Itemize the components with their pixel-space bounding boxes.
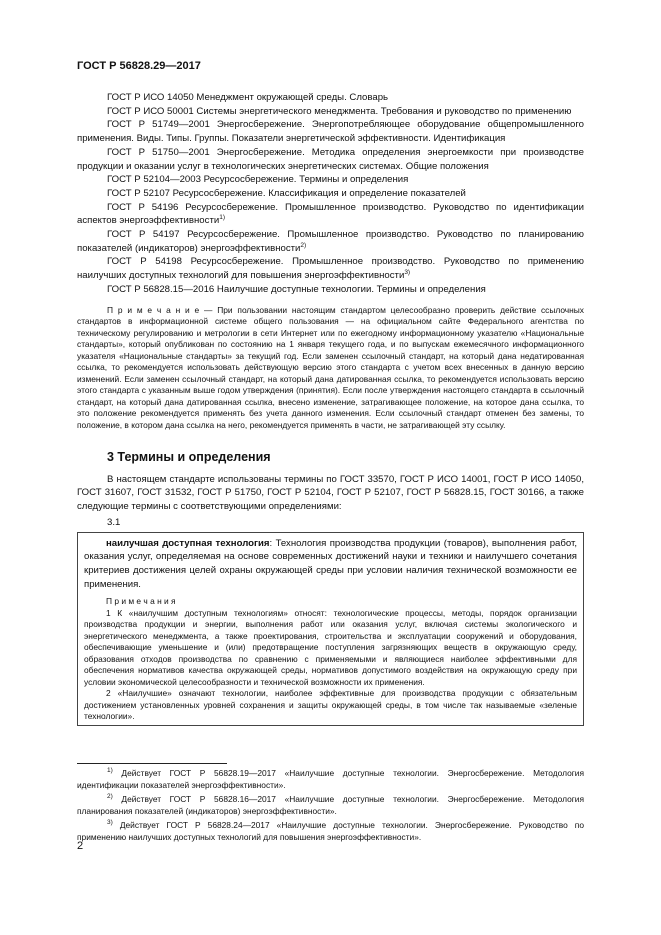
term-definition-box	[77, 532, 584, 726]
footnote-mark: 2)	[107, 793, 113, 801]
note-label: П р и м е ч а н и е —	[107, 304, 218, 315]
section-title: 3 Термины и определения	[107, 450, 271, 465]
reference-item: ГОСТ Р 51750—2001 Энергосбережение. Методика определения энергоемкости при производстве продукции и оказании услуг в технологических энергетических системах. Общие положения	[77, 146, 584, 172]
reference-item: ГОСТ Р 56828.15—2016 Наилучшие доступные технологии. Термины и определения	[107, 283, 486, 295]
footnote-mark: 1)	[107, 767, 113, 775]
footnote-mark: 3)	[107, 819, 113, 827]
reference-item: ГОСТ Р 52104—2003 Ресурсосбережение. Термины и определения	[107, 174, 409, 186]
footnote	[77, 768, 584, 791]
footnote	[77, 794, 584, 817]
definition-text: : Технология производства продукции (товаров), выполнения работ, оказания услуг, определяемая на основе современных достижений науки и техники и наилучшего сочетания критериев достижения целей охраны окружающей среды при условии наличия технической возможности ее применения.	[84, 537, 577, 590]
reference-item	[77, 201, 584, 228]
reference-text: ГОСТ Р 54198 Ресурсосбережение. Промышленное производство. Руководство по применению наилучших доступных технологий для повышения энергоэффективности	[77, 256, 584, 282]
reference-item: ГОСТ Р 52107 Ресурсосбережение. Классификация и определение показателей	[107, 187, 466, 199]
footnote-text: Действует ГОСТ Р 56828.19—2017 «Наилучшие доступные технологии. Энергосбережение. Методология идентификации показателей энергоэффективности».	[77, 768, 584, 790]
term-note: 2 «Наилучшие» означают технологии, наиболее эффективные для производства продукции с обязательным достижением установленных уровней сохранения и защиты окружающей среды, в том числе так называемые «зеленые технологии».	[84, 688, 577, 722]
page-header: ГОСТ Р 56828.29—2017	[77, 60, 201, 72]
term-definition	[84, 537, 577, 592]
references-note	[77, 305, 584, 432]
footnote-ref: 2)	[300, 241, 307, 249]
term-name: наилучшая доступная технология	[106, 537, 270, 549]
footnote	[77, 820, 584, 843]
reference-item	[77, 255, 584, 282]
footnote-ref: 3)	[404, 268, 411, 276]
term-note: 1 К «наилучшим доступным технологиям» относят: технологические процессы, методы, порядок организации производства продукции и энергии, выполнения работ или оказания услуг, включая системы экологического и энергетического менеджмента, а также проектирования, строительства и эксплуатации сооружений и оборудования, обеспечивающие уменьшение и (или) предотвращение поступления загрязняющих веществ в окружающую среду, образования отходов производства по сравнению с применяемыми и являющиеся наиболее эффективными для обеспечения нормативов качества окружающей среды, нормативов допустимого воздействия на окружающую среду при условии экономической целесообразности и технической возможности их применения.	[84, 607, 577, 687]
page-number: 2	[77, 840, 84, 852]
reference-text: ГОСТ Р 54197 Ресурсосбережение. Промышленное производство. Руководство по планированию показателей (индикаторов) энергоэффективности	[77, 229, 584, 254]
notes-heading: П р и м е ч а н и я	[106, 596, 176, 607]
footnotes	[77, 763, 584, 846]
term-number: 3.1	[107, 516, 121, 528]
reference-item: ГОСТ Р 51749—2001 Энергосбережение. Энергопотребляющее оборудование общепромышленного применения. Виды. Типы. Группы. Показатели энергетической эффективности. Идентификация	[77, 119, 584, 145]
reference-item: ГОСТ Р ИСО 14050 Менеджмент окружающей среды. Словарь	[107, 92, 389, 103]
reference-text: ГОСТ Р 54196 Ресурсосбережение. Промышленное производство. Руководство по идентификации аспектов энергоэффективности	[77, 201, 584, 227]
footnote-ref: 1)	[219, 214, 225, 222]
page-body	[77, 91, 584, 726]
reference-item	[77, 228, 584, 255]
footnote-text: Действует ГОСТ Р 56828.16—2017 «Наилучшие доступные технологии. Энергосбережение. Методология планирования показателей (индикаторов) энергоэффективности».	[77, 794, 584, 816]
section-intro: В настоящем стандарте использованы термины по ГОСТ 33570, ГОСТ Р ИСО 14001, ГОСТ Р ИСО 14050, ГОСТ 31607, ГОСТ 31532, ГОСТ Р 51750, ГОСТ Р 52104, ГОСТ Р 52107, ГОСТ Р 56828.15, ГОСТ 30166, а также следующие термины с соответствующими определениями:	[77, 473, 584, 513]
reference-item: ГОСТ Р ИСО 50001 Системы энергетического менеджмента. Требования и руководство по применению	[107, 105, 572, 117]
footnote-divider	[77, 763, 227, 764]
footnote-text: Действует ГОСТ Р 56828.24—2017 «Наилучшие доступные технологии. Энергосбережение. Руководство по применению наилучших доступных технологий для повышения энергоэффективности».	[77, 820, 584, 842]
note-text: При пользовании настоящим стандартом целесообразно проверить действие ссылочных стандартов в информационной системе общего пользования — на официальном сайте Федерального агентства по техническому регулированию и метрологии в сети Интернет или по ежегодному информационному указателю «Национальные стандарты», который опубликован по состоянию на 1 января текущего года, и по выпускам ежемесячного информационного указателя «Национальные стандарты» за текущий год. Если заменен ссылочный стандарт, на который дана недатированная ссылка, то рекомендуется использовать действующую версию этого стандарта с учетом всех внесенных в данную версию изменений. Если заменен ссылочный стандарт, на который дана датированная ссылка, то рекомендуется использовать версию этого стандарта с указанным выше годом утверждения (принятия). Если после утверждения настоящего стандарта в ссылочный стандарт, на который дана датированная ссылка, внесено изменение, затрагивающее положение, на которое дана ссылка, то это положение рекомендуется применять без учета данного изменения. Если ссылочный стандарт отменен без замены, то положение, в котором дана ссылка на него, рекомендуется применять в части, не затрагивающей эту ссылку.	[77, 304, 584, 430]
